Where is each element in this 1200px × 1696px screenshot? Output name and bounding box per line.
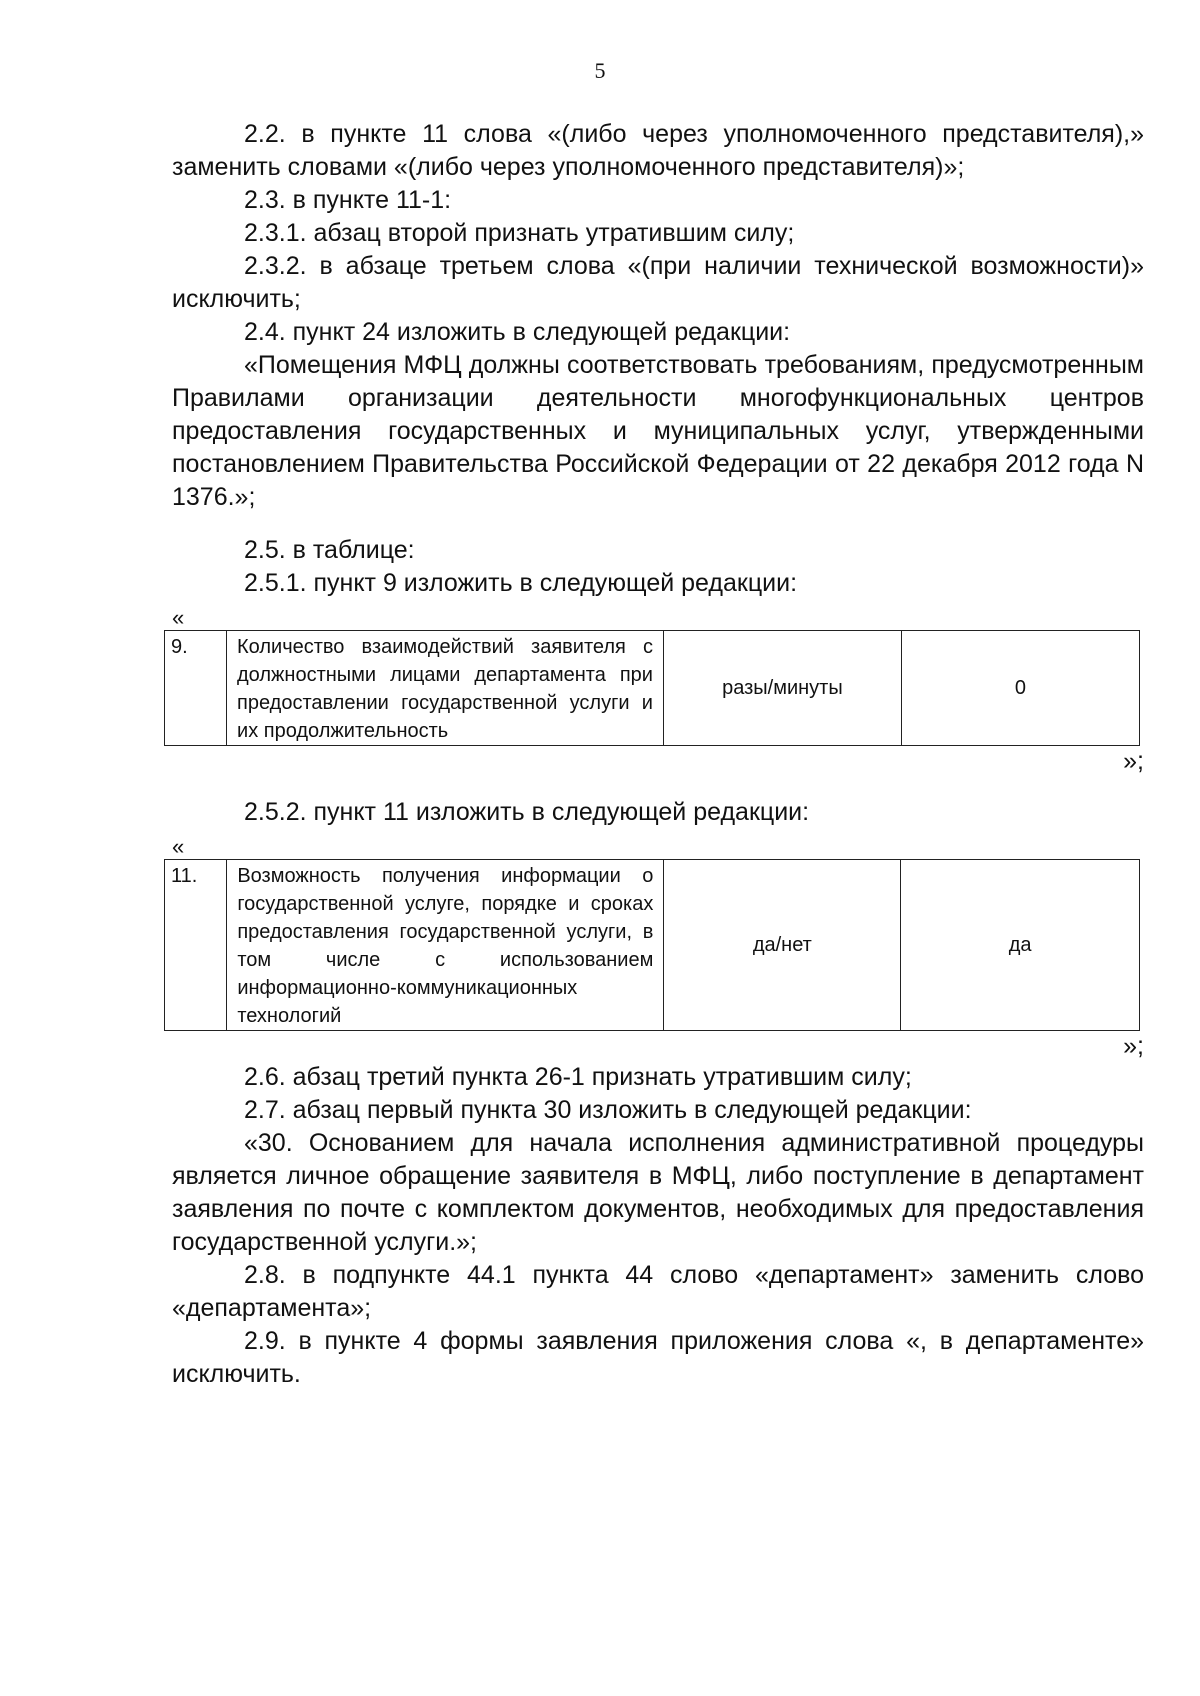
document-body <box>172 118 1144 1391</box>
row-description: Возможность получения информации о государственной услуге, порядке и сроках предоставления государственной услуги, в том числе с использованием информационно-коммуникационных технологий <box>227 860 664 1031</box>
table-row <box>165 860 1140 1031</box>
paragraph-2-5: 2.5. в таблице: <box>244 536 415 564</box>
paragraph-quote-24: «Помещения МФЦ должны соответствовать требованиям, предусмотренным Правилами организации деятельности многофункциональных центров предоставления государственных и муниципальных услуг, утвержденными постановлением Правительства Российской Федерации от 22 декабря 2012 года N 1376.»; <box>172 351 1144 511</box>
table-item-11 <box>164 859 1140 1031</box>
row-number: 9. <box>165 631 227 746</box>
paragraph-2-4: 2.4. пункт 24 изложить в следующей редакции: <box>244 318 791 346</box>
table-item-9 <box>164 630 1140 746</box>
quote-open-mark: « <box>172 605 185 630</box>
row-unit: да/нет <box>664 860 901 1031</box>
row-value: 0 <box>901 631 1139 746</box>
table-row <box>165 631 1140 746</box>
quote-close-mark: »; <box>1123 1032 1144 1060</box>
page-number: 5 <box>594 58 606 83</box>
paragraph-quote-30: «30. Основанием для начала исполнения административной процедуры является личное обращение заявителя в МФЦ, либо поступление в департамент заявления по почте с комплектом документов, необходимых для предоставления государственной услуги.»; <box>172 1129 1144 1256</box>
paragraph-2-9: 2.9. в пункте 4 формы заявления приложения слова «, в департаменте» исключить. <box>172 1327 1144 1388</box>
paragraph-2-7: 2.7. абзац первый пункта 30 изложить в следующей редакции: <box>244 1096 972 1124</box>
quote-open-mark: « <box>172 834 185 859</box>
quote-close-mark: »; <box>1123 747 1144 775</box>
row-number: 11. <box>165 860 227 1031</box>
paragraph-2-2: 2.2. в пункте 11 слова «(либо через уполномоченного представителя),» заменить словами «(либо через уполномоченного представителя)»; <box>172 120 1144 181</box>
paragraph-2-3-1: 2.3.1. абзац второй признать утратившим силу; <box>244 219 795 247</box>
row-value: да <box>901 860 1140 1031</box>
row-description: Количество взаимодействий заявителя с должностными лицами департамента при предоставлении государственной услуги и их продолжительность <box>227 631 664 746</box>
paragraph-2-3-2: 2.3.2. в абзаце третьем слова «(при наличии технической возможности)» исключить; <box>172 252 1144 313</box>
paragraph-2-5-1: 2.5.1. пункт 9 изложить в следующей редакции: <box>244 569 798 597</box>
paragraph-2-3: 2.3. в пункте 11-1: <box>244 186 452 214</box>
paragraph-2-6: 2.6. абзац третий пункта 26-1 признать утратившим силу; <box>244 1063 912 1091</box>
paragraph-2-8: 2.8. в подпункте 44.1 пункта 44 слово «департамент» заменить слово «департамента»; <box>172 1261 1144 1322</box>
paragraph-2-5-2: 2.5.2. пункт 11 изложить в следующей редакции: <box>244 798 810 826</box>
row-unit: разы/минуты <box>663 631 901 746</box>
